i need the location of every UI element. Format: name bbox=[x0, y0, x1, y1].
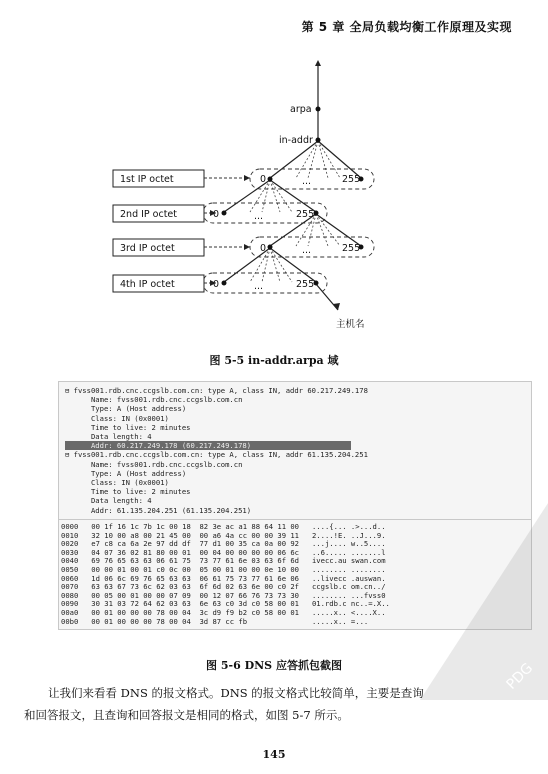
running-header: 第 5 章 全局负载均衡工作原理及实现 bbox=[301, 20, 512, 34]
hex-row: 0020 e7 c8 ca 6a 2e 97 dd df 77 d1 00 35 ca 0a 00 92 ...j.... w..5.... bbox=[61, 539, 386, 549]
host-name-label: 主机名 bbox=[336, 319, 365, 330]
detail-line[interactable]: Name: fvss001.rdb.cnc.ccgslb.com.cn bbox=[65, 395, 243, 405]
detail-line[interactable]: Type: A (Host address) bbox=[65, 404, 187, 414]
octet-label-4: 4th IP octet bbox=[120, 279, 175, 290]
hex-row: 0000 00 1f 16 1c 7b 1c 00 18 82 3e ac a1 88 64 11 00 ....{... .>...d.. bbox=[61, 522, 386, 531]
detail-line[interactable]: Addr: 61.135.204.251 (61.135.204.251) bbox=[65, 505, 252, 515]
detail-line[interactable]: Data length: 4 bbox=[65, 496, 152, 506]
figure-5-6-caption: 图 5-6 DNS 应答抓包截图 bbox=[206, 659, 342, 672]
detail-line[interactable]: ⊟ fvss001.rdb.cnc.ccgslb.com.cn: type A, class IN, addr 61.135.204.251 bbox=[65, 450, 368, 460]
pdg-watermark bbox=[420, 500, 548, 700]
detail-line[interactable]: Time to live: 2 minutes bbox=[65, 422, 191, 432]
in-addr-label: in-addr bbox=[279, 135, 313, 146]
hex-row: 00b0 00 01 00 00 00 78 00 04 3d 87 cc fb .....x.. =... bbox=[61, 616, 369, 626]
hex-row: 0050 00 00 01 00 01 c0 0c 00 05 00 01 00 00 0e 10 00 ........ ........ bbox=[61, 565, 386, 574]
detail-line-selected[interactable]: Addr: 60.217.249.178 (60.217.249.178) bbox=[65, 441, 351, 450]
body-paragraph-line2: 和回答报文，且查询和回答报文是相同的格式，如图 5-7 所示。 bbox=[24, 708, 349, 722]
svg-text:PDG: PDG bbox=[503, 660, 537, 693]
hex-row: 0080 00 05 00 01 00 00 07 09 00 12 07 66 76 73 73 30 ........ ...fvss0 bbox=[61, 590, 386, 600]
hex-row: 0030 04 07 36 02 81 80 00 01 00 04 00 00 00 00 06 6c ..6..... .......l bbox=[61, 547, 386, 557]
octet-label-2: 2nd IP octet bbox=[120, 209, 177, 220]
node-255-l2: 255 bbox=[296, 209, 315, 220]
page-number: 145 bbox=[262, 748, 286, 761]
detail-line[interactable]: ⊟ fvss001.rdb.cnc.ccgslb.com.cn: type A, class IN, addr 60.217.249.178 bbox=[65, 386, 368, 395]
detail-line[interactable]: Type: A (Host address) bbox=[65, 468, 187, 478]
in-addr-arpa-tree-diagram bbox=[0, 0, 548, 360]
node-255-l1: 255 bbox=[342, 174, 361, 185]
hex-row: 0090 30 31 03 72 64 62 03 63 6e 63 c0 3d c0 58 00 01 01.rdb.c nc..=.X.. bbox=[61, 599, 390, 609]
hex-row: 0060 1d 06 6c 69 76 65 63 63 06 61 75 73 77 61 6e 06 ..livecc .auswan. bbox=[61, 573, 386, 583]
hex-row: 0040 69 76 65 63 63 06 61 75 73 77 61 6e 03 63 6f 6d ivecc.au swan.com bbox=[61, 556, 386, 566]
body-paragraph-line1: 让我们来看看 DNS 的报文格式。DNS 的报文格式比较简单，主要是查询 bbox=[48, 686, 424, 700]
dots-l4: ... bbox=[254, 281, 264, 292]
hex-row: 0070 63 63 67 73 6c 62 03 63 6f 6d 02 63 6e 00 c0 2f ccgslb.c om.cn../ bbox=[61, 582, 386, 592]
node-0-l2: 0 bbox=[213, 209, 220, 220]
arpa-label: arpa bbox=[290, 104, 312, 115]
figure-5-5-caption: 图 5-5 in-addr.arpa 域 bbox=[209, 354, 339, 367]
dots-l2: ... bbox=[254, 211, 264, 222]
node-255-l4: 255 bbox=[296, 279, 315, 290]
dots-l1: ... bbox=[302, 176, 312, 187]
detail-line[interactable]: Data length: 4 bbox=[65, 432, 152, 441]
detail-line[interactable]: Time to live: 2 minutes bbox=[65, 487, 191, 497]
detail-line[interactable]: Class: IN (0x0001) bbox=[65, 413, 169, 423]
dots-l3: ... bbox=[302, 245, 312, 256]
hex-row: 00a0 00 01 00 00 00 78 00 04 3c d9 f9 b2 c0 58 00 01 .....x.. <....X.. bbox=[61, 608, 386, 617]
node-0-l3: 0 bbox=[260, 243, 267, 254]
detail-line[interactable]: Name: fvss001.rdb.cnc.ccgslb.com.cn bbox=[65, 459, 243, 469]
node-0-l1: 0 bbox=[260, 174, 267, 185]
node-255-l3: 255 bbox=[342, 243, 361, 254]
detail-line[interactable]: Class: IN (0x0001) bbox=[65, 478, 169, 487]
hex-row: 0010 32 10 00 a8 00 21 45 00 00 a6 4a cc 00 00 39 11 2....!E. ..J...9. bbox=[61, 530, 386, 540]
octet-label-1: 1st IP octet bbox=[120, 174, 174, 185]
node-0-l4: 0 bbox=[213, 279, 220, 290]
octet-label-3: 3rd IP octet bbox=[120, 243, 175, 254]
